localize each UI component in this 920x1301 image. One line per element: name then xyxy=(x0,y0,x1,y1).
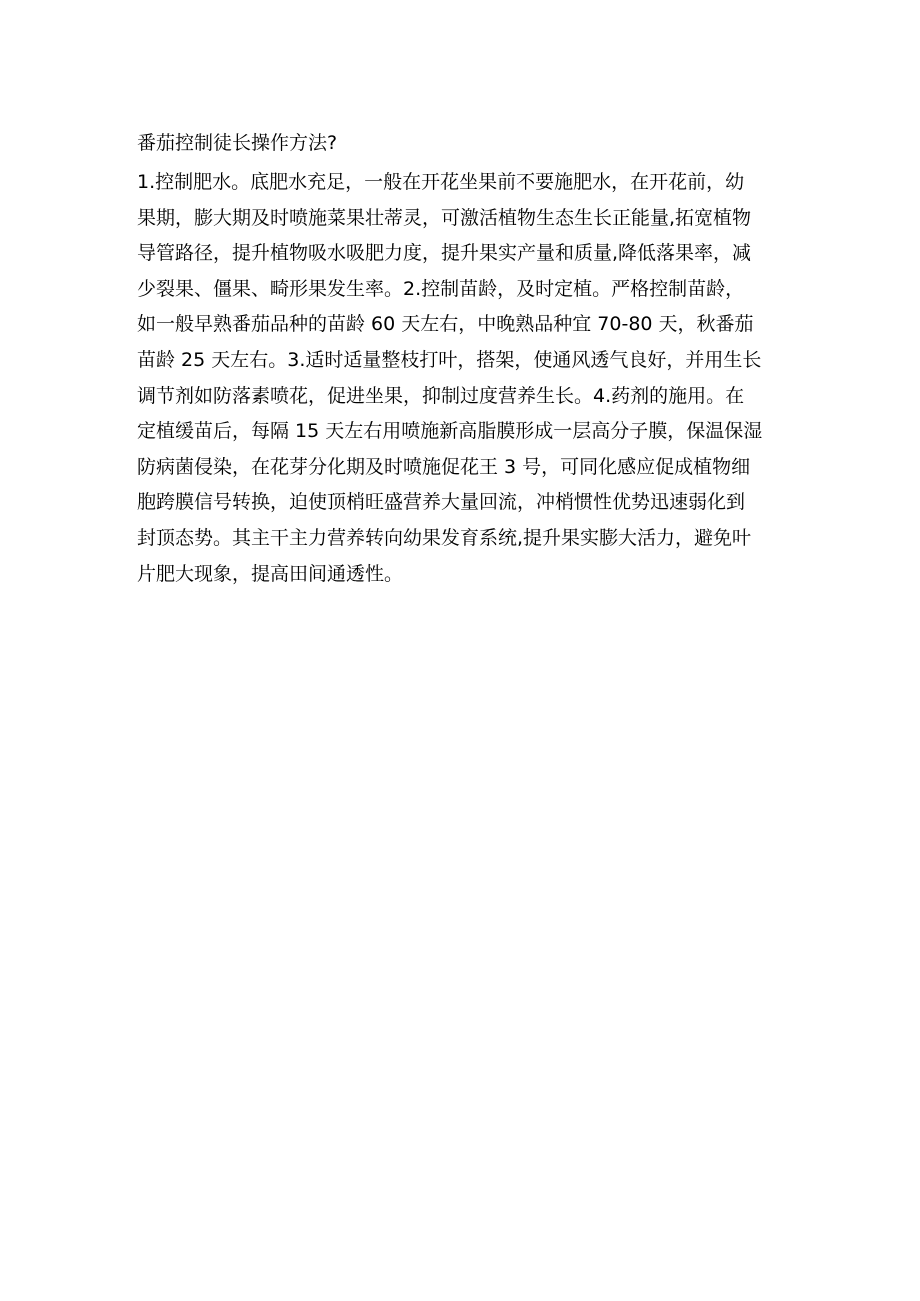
body-line: 胞跨膜信号转换，迫使顶梢旺盛营养大量回流，冲梢惯性优势迅速弱化到 xyxy=(137,491,746,514)
body-line: 少裂果、僵果、畸形果发生率。2.控制苗龄，及时定植。严格控制苗龄， xyxy=(137,277,745,300)
body-line: 如一般早熟番茄品种的苗龄 60 天左右，中晚熟品种宜 70-80 天，秋番茄 xyxy=(137,313,754,336)
body-line: 苗龄 25 天左右。3.适时适量整枝打叶，搭架，使通风透气良好，并用生长 xyxy=(137,348,762,371)
body-line: 片肥大现象，提高田间通透性。 xyxy=(137,562,404,585)
body-line: 导管路径，提升植物吸水吸肥力度，提升果实产量和质量,降低落果率，减 xyxy=(137,242,752,265)
body-line: 调节剂如防落素喷花，促进坐果，抑制过度营养生长。4.药剂的施用。在 xyxy=(137,384,745,407)
body-line: 防病菌侵染，在花芽分化期及时喷施促花王 3 号，可同化感应促成植物细 xyxy=(137,455,751,478)
document-title: 番茄控制徒长操作方法? xyxy=(137,132,338,154)
body-line: 封顶态势。其主干主力营养转向幼果发育系统,提升果实膨大活力，避免叶 xyxy=(137,526,752,549)
document-body xyxy=(137,165,797,592)
body-line: 1.控制肥水。底肥水充足，一般在开花坐果前不要施肥水，在开花前，幼 xyxy=(137,171,745,193)
body-line: 果期，膨大期及时喷施菜果壮蒂灵，可激活植物生态生长正能量,拓宽植物 xyxy=(137,206,752,229)
body-line: 定植缓苗后，每隔 15 天左右用喷施新高脂膜形成一层高分子膜，保温保湿 xyxy=(137,420,763,443)
